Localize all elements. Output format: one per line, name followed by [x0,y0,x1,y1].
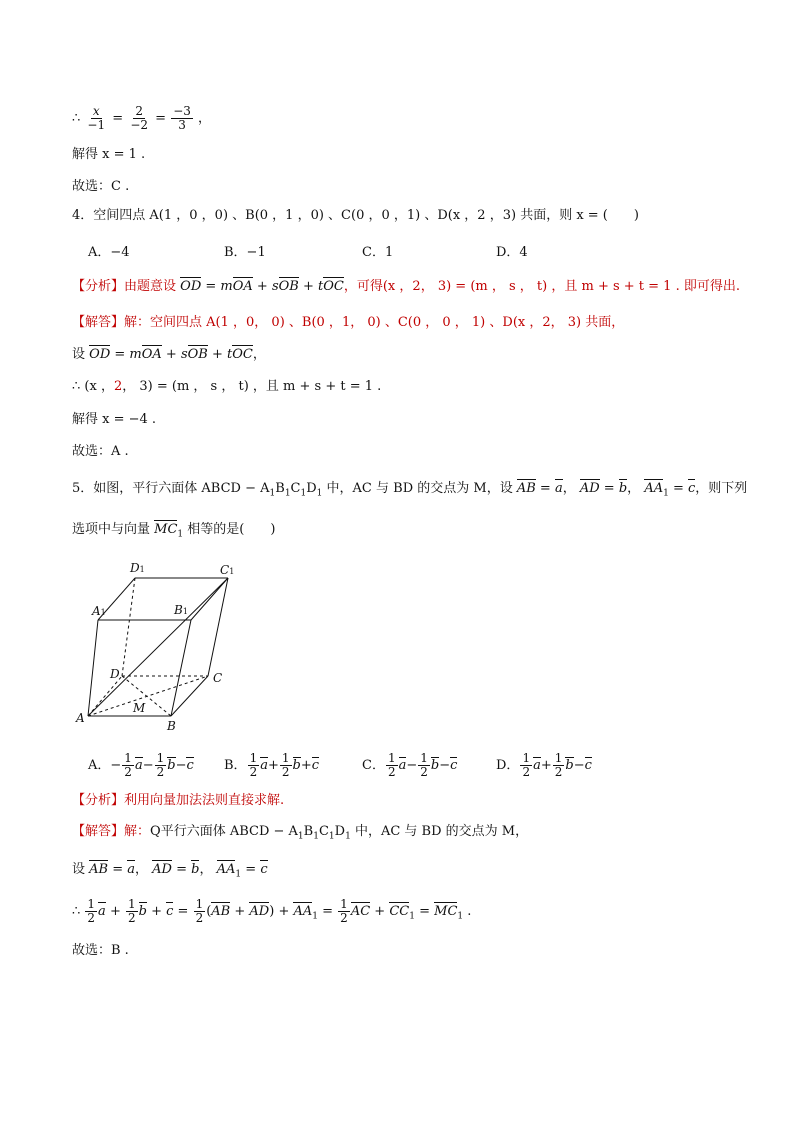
fraction-neg3-over-3: $\frac{-3}{3}$ [173,104,191,132]
q4-analysis: 【分析】由题意设 OD = mOA + sOB + tOC，可得(x ，2， 3) = (m ， s ， t) ，且 m + s + t = 1 . 即可得出. [72,279,740,294]
q5-solution-line1: 【解答】解：Q平行六面体 ABCD − $A_1B_1C_1D_1$ 中，AC 与 BD 的交点为 M， [72,824,529,842]
solution-tag: 【解答】 [72,315,125,330]
label-B: B [167,719,176,733]
label-D1: D1 [130,561,145,575]
q4-solution-line3: ∴ (x ，2， 3) = (m ， s ， t) ，且 m + s + t = 1 . [72,379,382,394]
label-C: C [213,671,223,685]
q5-option-c: C． $\frac{1}{2}$ a− $\frac{1}{2}$ b−c [362,751,458,779]
q4-option-d: D．4 [496,245,528,260]
therefore-symbol: ∴ [72,111,81,126]
q4-stem: 4．空间四点 A(1 ，0 ，0) 、B(0 ，1 ，0) 、C(0 ，0 ，1) 、D(x ，2 ，3) 共面，则 x = ( ) [72,208,639,223]
label-C1: C1 [220,563,235,577]
prev-choose-line: 故选：C . [72,179,130,194]
q5-option-d: D． $\frac{1}{2}$ a+ $\frac{1}{2}$ b−c [496,751,592,779]
q4-option-a: A．−4 [88,245,130,260]
q4-solution-line1: 【解答】解：空间四点 A(1 ，0， 0) 、B(0 ，1， 0) 、C(0 ， 0 ， 1) 、D(x ，2， 3) 共面， [72,315,625,330]
label-D: D [110,667,120,681]
q5-solution-line3: ∴ $\frac{1}{2}$ a + $\frac{1}{2}$ b + c = $\frac{1}{2}$ $(AB + AD) + AA_1$ = $\frac{1}{2}$ AC + $CC_1 = MC_1$ . [72,897,472,925]
label-B1: B1 [174,603,188,617]
q4-choose: 故选：A . [72,444,129,459]
prev-ratio-line: ∴ $\frac{x}{-1}$ = $\frac{2}{-2}$ = $\frac{-3}{3}$ ， [72,104,212,132]
solution-tag: 【解答】 [72,824,125,839]
q4-solution-line2: 设 OD = mOA + sOB + tOC， [72,347,266,362]
analysis-tag: 【分析】 [72,793,125,808]
q5-analysis: 【分析】利用向量加法法则直接求解. [72,793,285,808]
q5-option-a: A．− $\frac{1}{2}$ a− $\frac{1}{2}$ b−c [88,751,194,779]
q4-option-b: B．−1 [224,245,266,260]
label-A: A [76,711,85,725]
fraction-x-over-neg1: $\frac{x}{-1}$ [87,104,106,132]
q5-stem-line1: 5．如图，平行六面体 ABCD − $A_1B_1C_1D_1$ 中，AC 与 BD 的交点为 M，设 AB = a， AD = b， $AA_1 = c$，则下列 [72,481,748,499]
q4-option-c: C．1 [362,245,394,260]
q5-choose: 故选：B . [72,943,129,958]
q5-option-b: B． $\frac{1}{2}$ a+ $\frac{1}{2}$ b+c [224,751,320,779]
analysis-tag: 【分析】 [72,279,125,294]
prev-solve-line: 解得 x = 1 . [72,147,146,162]
label-M: M [133,701,146,715]
q4-solve: 解得 x = −4 . [72,412,157,427]
q5-solution-line2: 设 AB = a， AD = b， $AA_1 = c$ [72,862,268,880]
parallelepiped-figure [70,558,250,738]
fraction-2-over-neg2: $\frac{2}{-2}$ [130,104,149,132]
label-A1: A1 [92,604,106,618]
q5-stem-line2: 选项中与向量 $MC_1$ 相等的是( ) [72,522,276,540]
